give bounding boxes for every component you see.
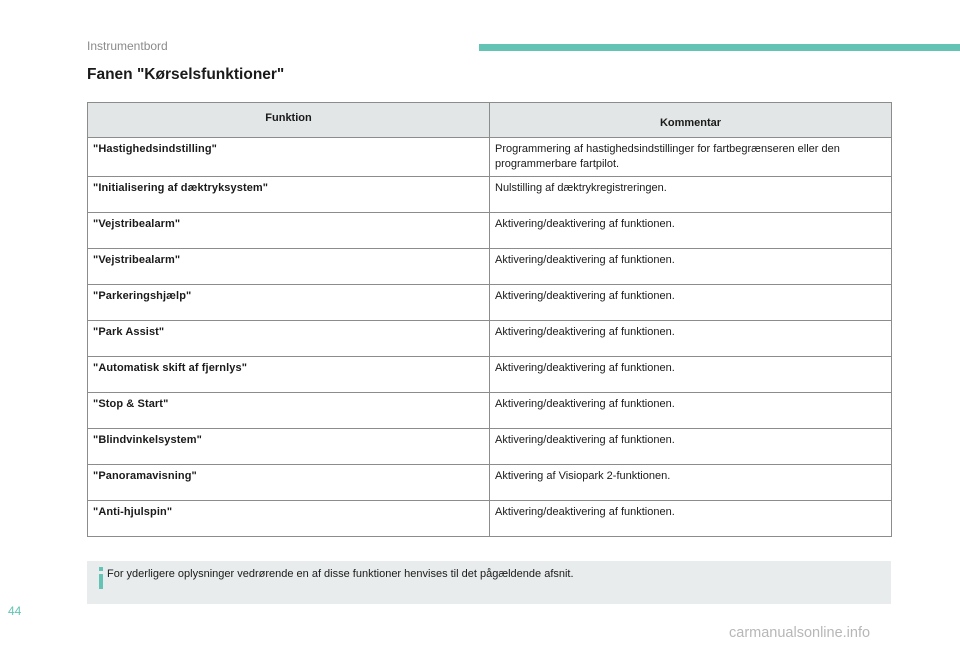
table-row (88, 285, 892, 321)
header-accent-bar (479, 44, 960, 51)
info-note-text: For yderligere oplysninger vedrørende en af disse funktioner henvises til det pågældende afsnit. (107, 568, 574, 580)
table-row (88, 501, 892, 537)
table-row (88, 357, 892, 393)
info-note (87, 561, 891, 604)
comment-cell: Aktivering/deaktivering af funktionen. (490, 357, 892, 393)
comment-cell: Aktivering/deaktivering af funktionen. (490, 321, 892, 357)
table-row (88, 429, 892, 465)
comment-cell: Aktivering/deaktivering af funktionen. (490, 249, 892, 285)
comment-cell: Programmering af hastighedsindstillinger for fartbegrænseren eller den programmerbare fartpilot. (490, 138, 892, 177)
table-row (88, 465, 892, 501)
function-cell: "Park Assist" (88, 321, 490, 357)
function-cell: "Panoramavisning" (88, 465, 490, 501)
comment-cell: Nulstilling af dæktrykregistreringen. (490, 177, 892, 213)
comment-cell: Aktivering/deaktivering af funktionen. (490, 429, 892, 465)
function-cell: "Vejstribealarm" (88, 249, 490, 285)
function-cell: "Hastighedsindstilling" (88, 138, 490, 177)
info-icon (96, 567, 106, 589)
function-cell: "Blindvinkelsystem" (88, 429, 490, 465)
section-label: Instrumentbord (87, 39, 168, 53)
column-header-function: Funktion (88, 103, 490, 138)
table-row (88, 249, 892, 285)
functions-table (87, 102, 892, 537)
table-header-row (88, 103, 892, 138)
comment-cell: Aktivering/deaktivering af funktionen. (490, 285, 892, 321)
page-title: Fanen "Kørselsfunktioner" (87, 66, 285, 83)
function-cell: "Parkeringshjælp" (88, 285, 490, 321)
page-number: 44 (8, 604, 22, 618)
table-row (88, 138, 892, 177)
table-row (88, 321, 892, 357)
function-cell: "Vejstribealarm" (88, 213, 490, 249)
watermark[interactable]: carmanualsonline.info (729, 625, 871, 641)
comment-cell: Aktivering/deaktivering af funktionen. (490, 501, 892, 537)
comment-cell: Aktivering/deaktivering af funktionen. (490, 393, 892, 429)
function-cell: "Automatisk skift af fjernlys" (88, 357, 490, 393)
function-cell: "Stop & Start" (88, 393, 490, 429)
function-cell: "Initialisering af dæktryksystem" (88, 177, 490, 213)
function-cell: "Anti-hjulspin" (88, 501, 490, 537)
table-row (88, 213, 892, 249)
comment-cell: Aktivering/deaktivering af funktionen. (490, 213, 892, 249)
comment-cell: Aktivering af Visiopark 2-funktionen. (490, 465, 892, 501)
column-header-comment: Kommentar (490, 103, 892, 138)
table-row (88, 393, 892, 429)
table-row (88, 177, 892, 213)
